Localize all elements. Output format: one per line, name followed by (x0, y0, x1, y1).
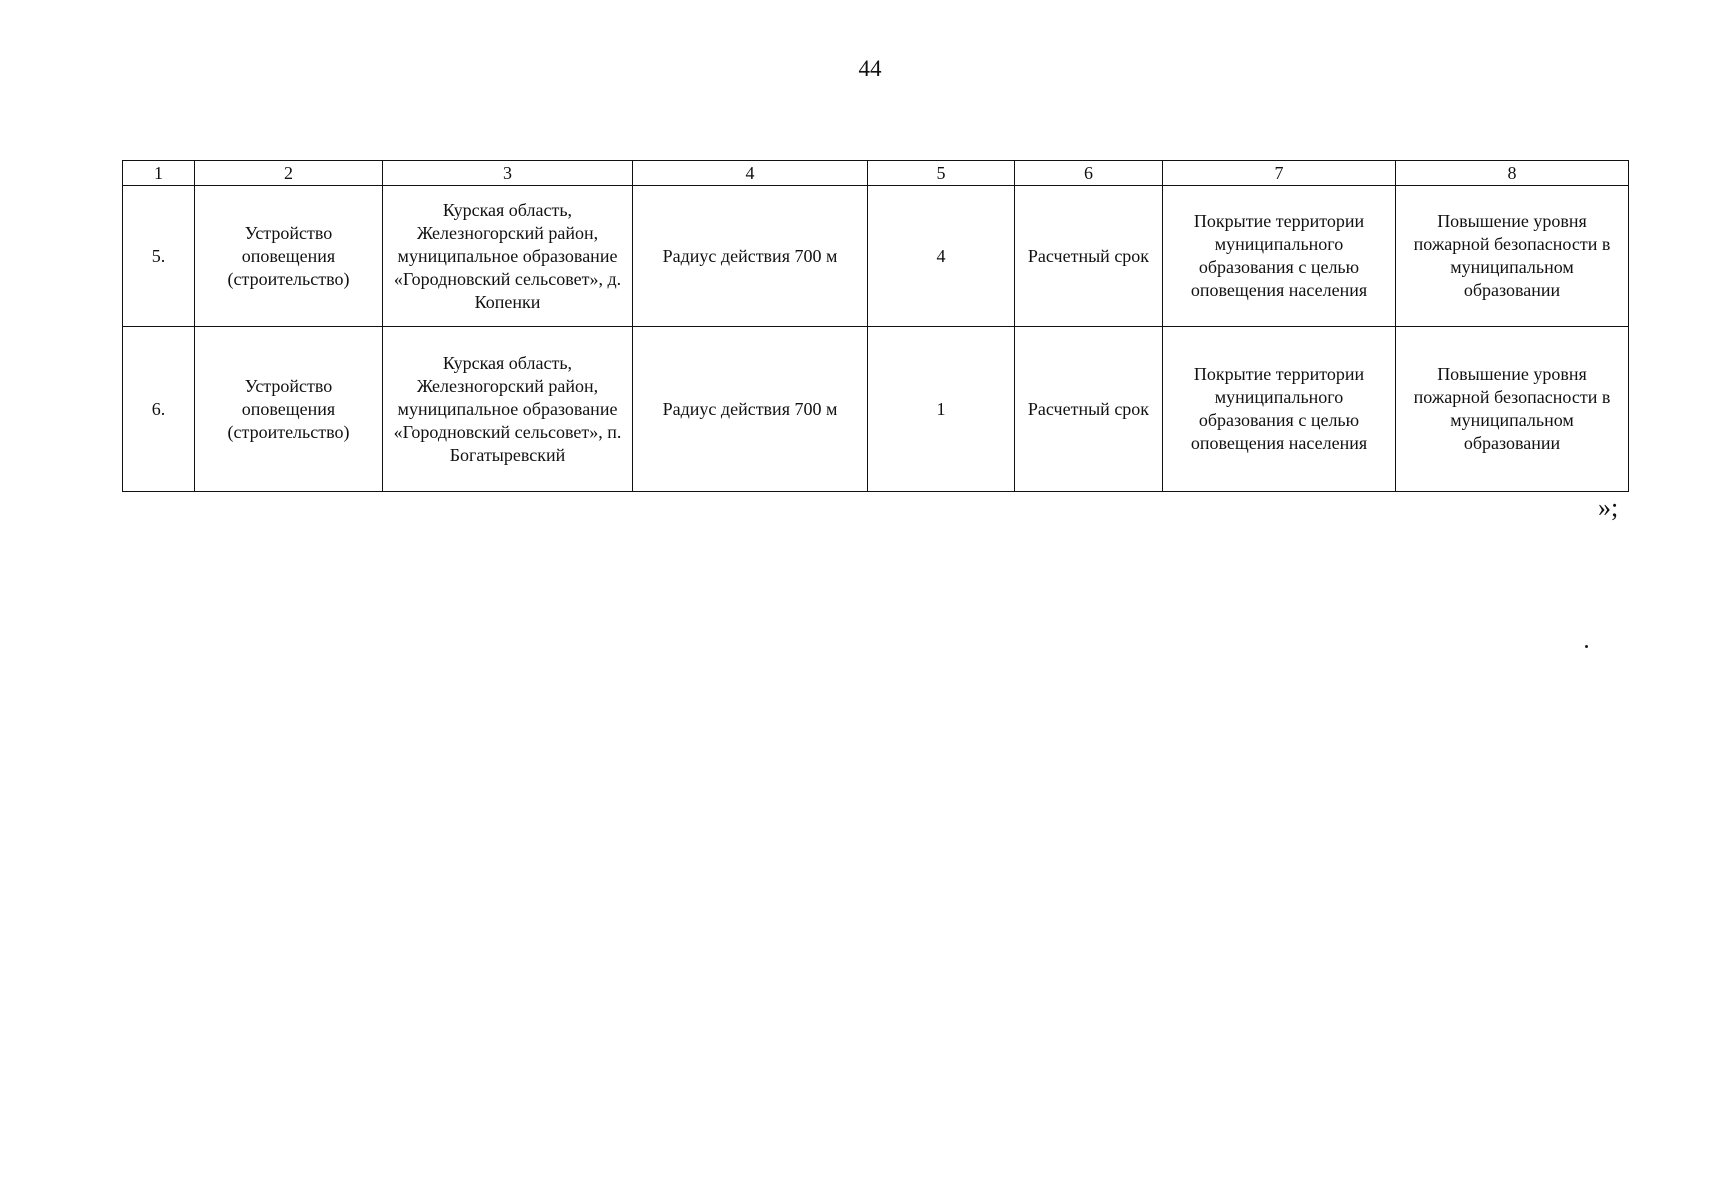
column-header: 3 (383, 161, 633, 186)
table-row (123, 186, 1629, 327)
term-cell: Расчетный срок (1015, 327, 1163, 492)
quantity-cell: 1 (868, 327, 1015, 492)
column-header: 6 (1015, 161, 1163, 186)
measures-table (122, 160, 1629, 492)
purpose-cell: Покрытие территории муниципального образования с целью оповещения населения (1163, 327, 1396, 492)
parameters-cell: Радиус действия 700 м (633, 186, 868, 327)
column-header: 7 (1163, 161, 1396, 186)
page-number: 44 (858, 56, 882, 81)
table-row (123, 327, 1629, 492)
name-cell: Устройство оповещения (строительство) (195, 186, 383, 327)
parameters-cell: Радиус действия 700 м (633, 327, 868, 492)
location-cell: Курская область, Железногорский район, муниципальное образование «Городновский сельсовет», п. Богатыревский (383, 327, 633, 492)
closing-quote-mark: »; (1598, 493, 1619, 522)
row-number-cell: 5. (123, 186, 195, 327)
measures-table-container (122, 160, 1628, 492)
result-cell: Повышение уровня пожарной безопасности в муниципальном образовании (1396, 186, 1629, 327)
column-header: 5 (868, 161, 1015, 186)
location-cell: Курская область, Железногорский район, муниципальное образование «Городновский сельсовет», д. Копенки (383, 186, 633, 327)
column-header: 1 (123, 161, 195, 186)
header-row (123, 161, 1629, 186)
column-header: 8 (1396, 161, 1629, 186)
purpose-cell: Покрытие территории муниципального образования с целью оповещения населения (1163, 186, 1396, 327)
scan-speck (1585, 645, 1588, 648)
result-cell: Повышение уровня пожарной безопасности в муниципальном образовании (1396, 327, 1629, 492)
row-number-cell: 6. (123, 327, 195, 492)
column-header: 2 (195, 161, 383, 186)
name-cell: Устройство оповещения (строительство) (195, 327, 383, 492)
quantity-cell: 4 (868, 186, 1015, 327)
term-cell: Расчетный срок (1015, 186, 1163, 327)
column-header: 4 (633, 161, 868, 186)
